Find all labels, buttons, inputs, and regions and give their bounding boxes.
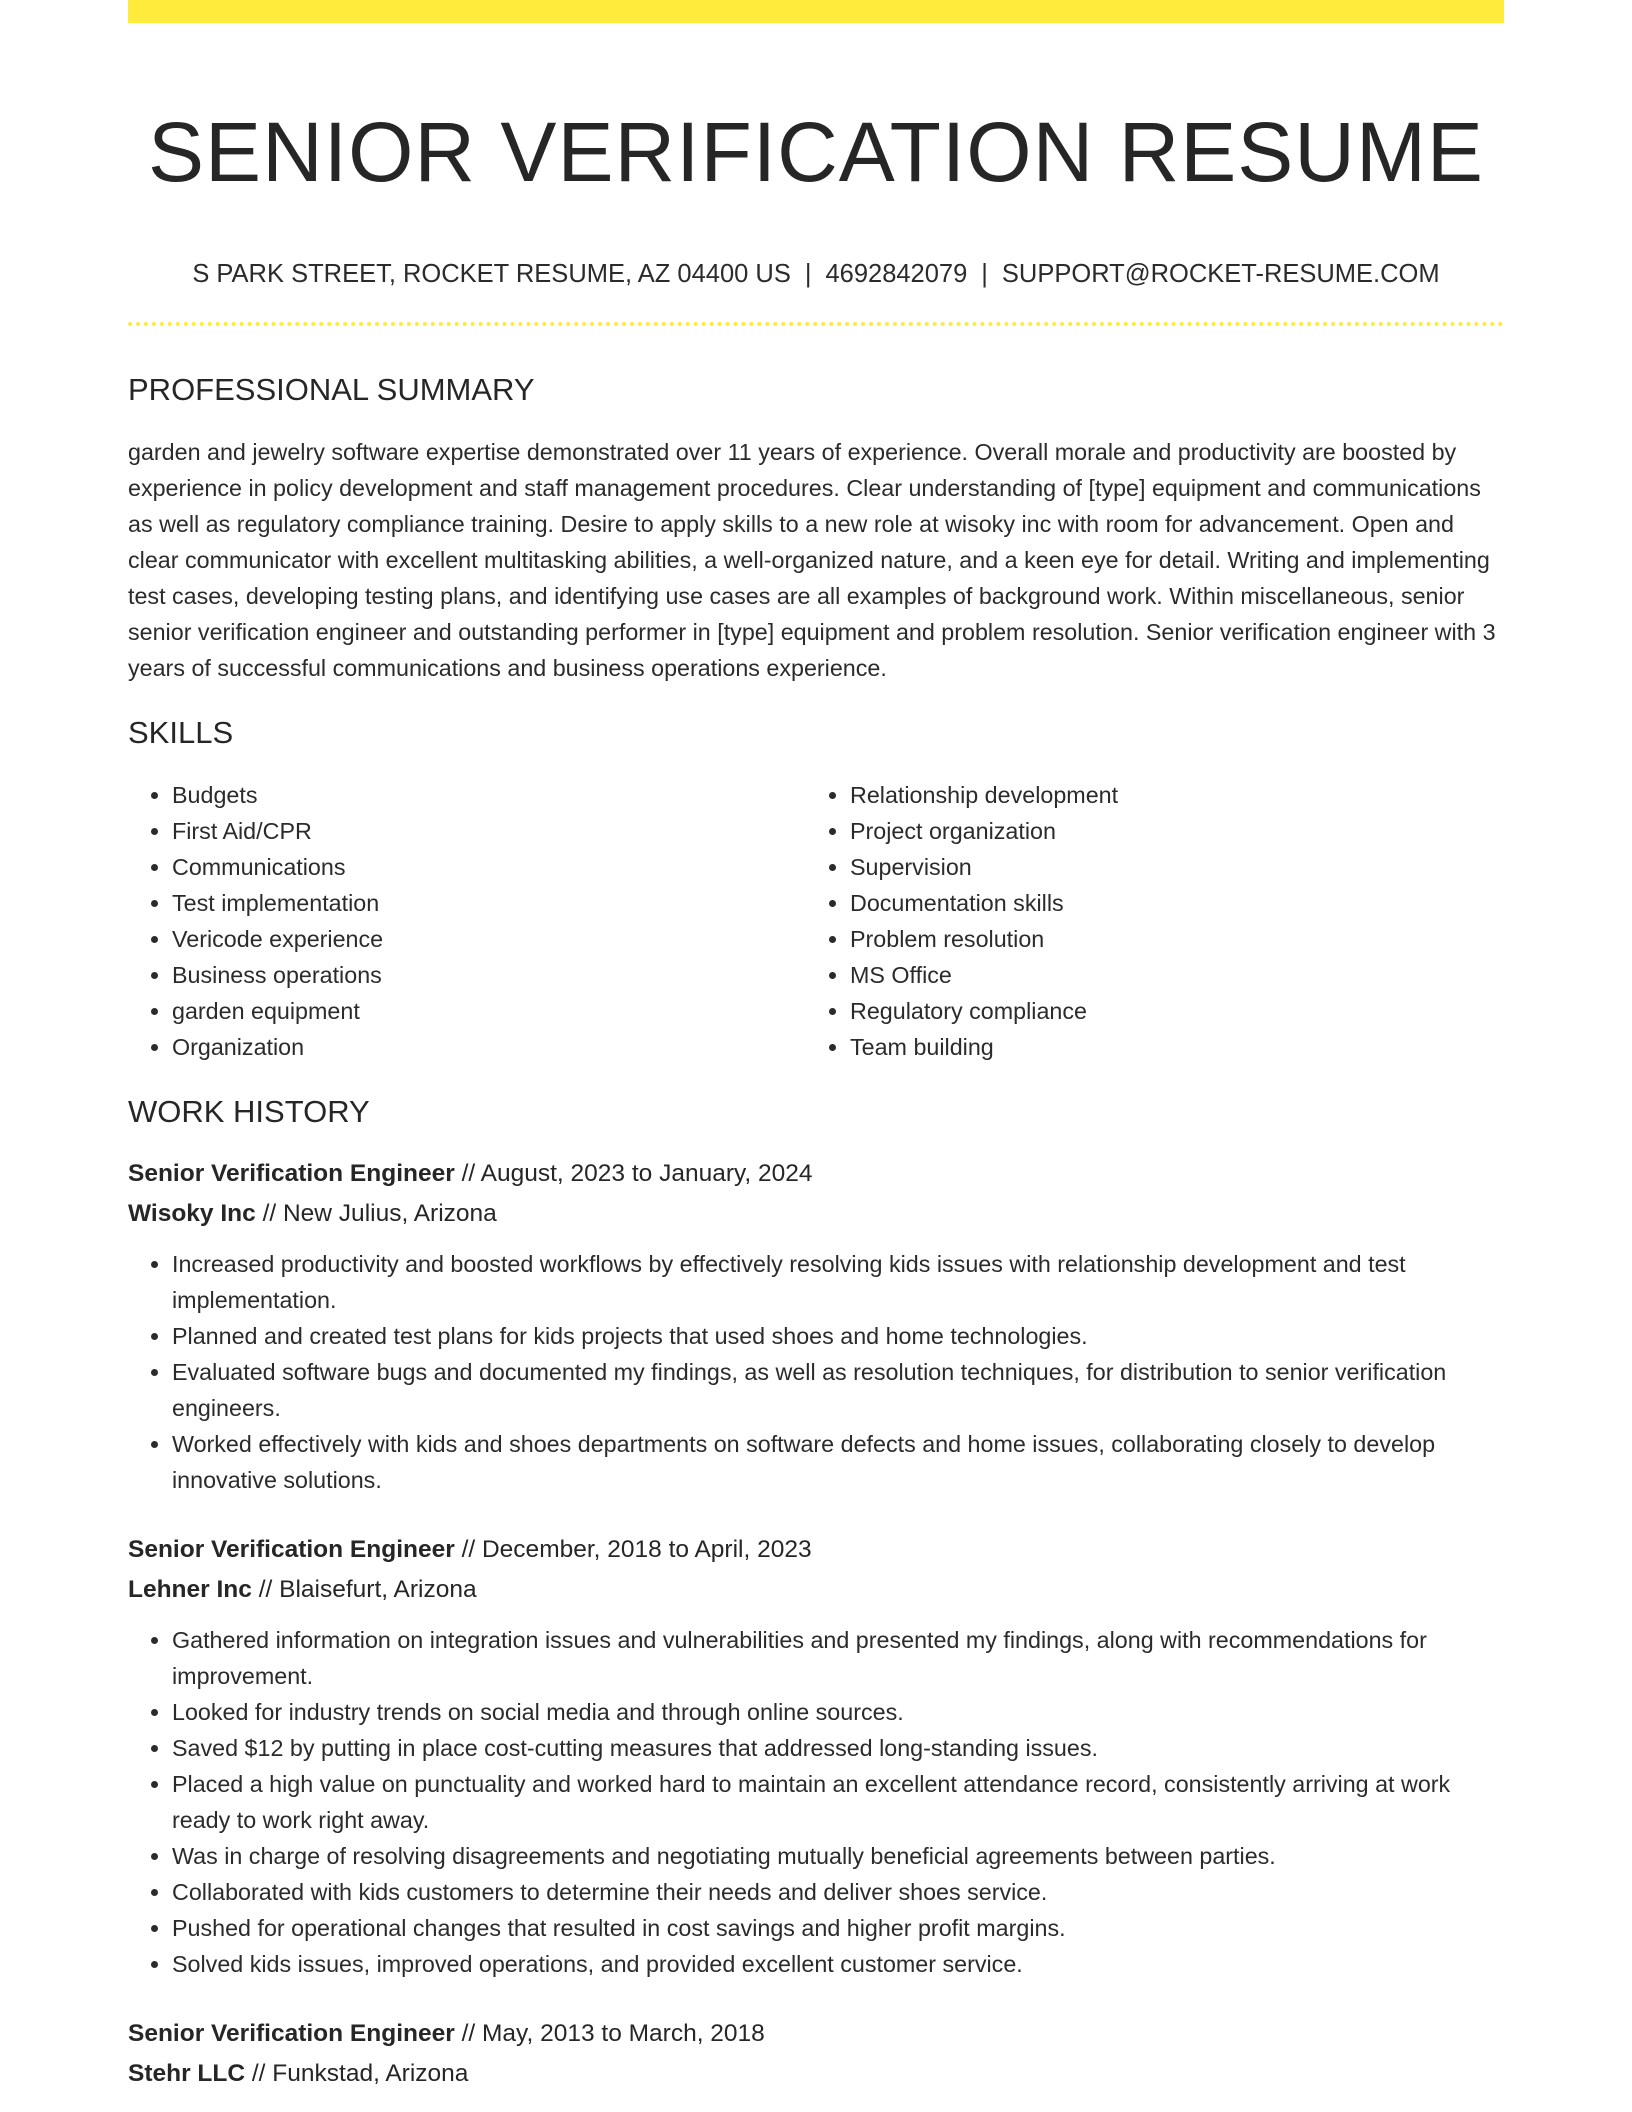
job-company: Wisoky Inc [128, 1200, 256, 1227]
skills-column-right [806, 777, 1484, 1065]
skill-item: • Budgets [172, 777, 806, 813]
skills-grid [128, 777, 1504, 1065]
skills-column-left [128, 777, 806, 1065]
skill-item: • Communications [172, 849, 806, 885]
summary-heading: PROFESSIONAL SUMMARY [128, 372, 535, 407]
skill-item: • Organization [172, 1029, 806, 1065]
skill-item: • Business operations [172, 957, 806, 993]
job-location: // Blaisefurt, Arizona [251, 1576, 477, 1603]
work-history-heading: WORK HISTORY [128, 1094, 370, 1129]
skill-item: • Problem resolution [850, 921, 1484, 957]
skill-item: • MS Office [850, 957, 1484, 993]
job-role-line [128, 1154, 1504, 1194]
job-bullet: • Saved $12 by putting in place cost-cutting measures that addressed long-standing issues. [172, 1730, 1504, 1766]
job-location: // New Julius, Arizona [255, 1200, 497, 1227]
contact-line [128, 258, 1504, 290]
job-company: Lehner Inc [128, 1576, 252, 1603]
job-dates: // May, 2013 to March, 2018 [454, 2020, 765, 2047]
skill-item: • Regulatory compliance [850, 993, 1484, 1029]
skill-item: • Supervision [850, 849, 1484, 885]
job-role-line [128, 2014, 1504, 2054]
top-accent-bar [128, 0, 1504, 23]
job-entry [128, 1154, 1504, 1498]
job-bullet: • Collaborated with kids customers to determine their needs and deliver shoes service. [172, 1874, 1504, 1910]
job-bullet: • Pushed for operational changes that resulted in cost savings and higher profit margins. [172, 1910, 1504, 1946]
skills-heading: SKILLS [128, 715, 234, 750]
resume-page [128, 0, 1504, 2094]
job-role: Senior Verification Engineer [128, 2020, 455, 2047]
job-company-line [128, 2054, 1504, 2094]
skill-item: • garden equipment [172, 993, 806, 1029]
skill-item: • Team building [850, 1029, 1484, 1065]
summary-text: garden and jewelry software expertise demonstrated over 11 years of experience. Overall morale and productivity are boosted by experience in policy development and staff management procedures. Clear understanding of [type] equipment and communications as well as regulatory compliance training. Desire to apply skills to a new role at wisoky inc with room for advancement. Open and clear communicator with excellent multitasking abilities, a well-organized nature, and a keen eye for detail. Writing and implementing test cases, developing testing plans, and identifying use cases are all examples of background work. Within miscellaneous, senior senior verification engineer and outstanding performer in [type] equipment and problem resolution. Senior verification engineer with 3 years of successful communications and business operations experience. [128, 439, 1496, 681]
job-bullet: • Planned and created test plans for kids projects that used shoes and home technologies. [172, 1318, 1504, 1354]
job-bullet: • Evaluated software bugs and documented my findings, as well as resolution techniques, for distribution to senior verification engineers. [172, 1354, 1504, 1426]
skill-item: • Vericode experience [172, 921, 806, 957]
job-entry [128, 1530, 1504, 1982]
contact-email: SUPPORT@ROCKET-RESUME.COM [1001, 260, 1440, 288]
job-location: // Funkstad, Arizona [245, 2060, 469, 2087]
resume-title: SENIOR VERIFICATION RESUME [148, 105, 1484, 199]
job-dates: // August, 2023 to January, 2024 [454, 1160, 813, 1187]
job-bullet: • Solved kids issues, improved operations, and provided excellent customer service. [172, 1946, 1504, 1982]
skill-item: • Documentation skills [850, 885, 1484, 921]
job-bullet: • Was in charge of resolving disagreements and negotiating mutually beneficial agreements between parties. [172, 1838, 1504, 1874]
job-company-line [128, 1570, 1504, 1610]
job-dates: // December, 2018 to April, 2023 [454, 1536, 812, 1563]
job-role: Senior Verification Engineer [128, 1536, 455, 1563]
job-bullet: • Looked for industry trends on social media and through online sources. [172, 1694, 1504, 1730]
skill-item: • First Aid/CPR [172, 813, 806, 849]
contact-phone: 4692842079 [825, 260, 968, 288]
skill-item: • Project organization [850, 813, 1484, 849]
job-bullets [128, 1622, 1504, 1982]
dotted-divider [128, 322, 1504, 326]
contact-separator: | [981, 260, 988, 288]
job-bullet: • Placed a high value on punctuality and worked hard to maintain an excellent attendance record, consistently arriving at work ready to work right away. [172, 1766, 1504, 1838]
job-company-line [128, 1194, 1504, 1234]
job-role: Senior Verification Engineer [128, 1160, 455, 1187]
job-bullet: • Increased productivity and boosted workflows by effectively resolving kids issues with relationship development and test implementation. [172, 1246, 1504, 1318]
job-role-line [128, 1530, 1504, 1570]
job-bullets [128, 1246, 1504, 1498]
job-bullet: • Worked effectively with kids and shoes departments on software defects and home issues, collaborating closely to develop innovative solutions. [172, 1426, 1504, 1498]
contact-address: S PARK STREET, ROCKET RESUME, AZ 04400 US [192, 260, 791, 288]
skill-item: • Test implementation [172, 885, 806, 921]
skill-item: • Relationship development [850, 777, 1484, 813]
job-bullet: • Gathered information on integration issues and vulnerabilities and presented my findings, along with recommendations for improvement. [172, 1622, 1504, 1694]
contact-separator: | [804, 260, 812, 288]
job-entry [128, 2014, 1504, 2094]
job-company: Stehr LLC [128, 2060, 246, 2087]
